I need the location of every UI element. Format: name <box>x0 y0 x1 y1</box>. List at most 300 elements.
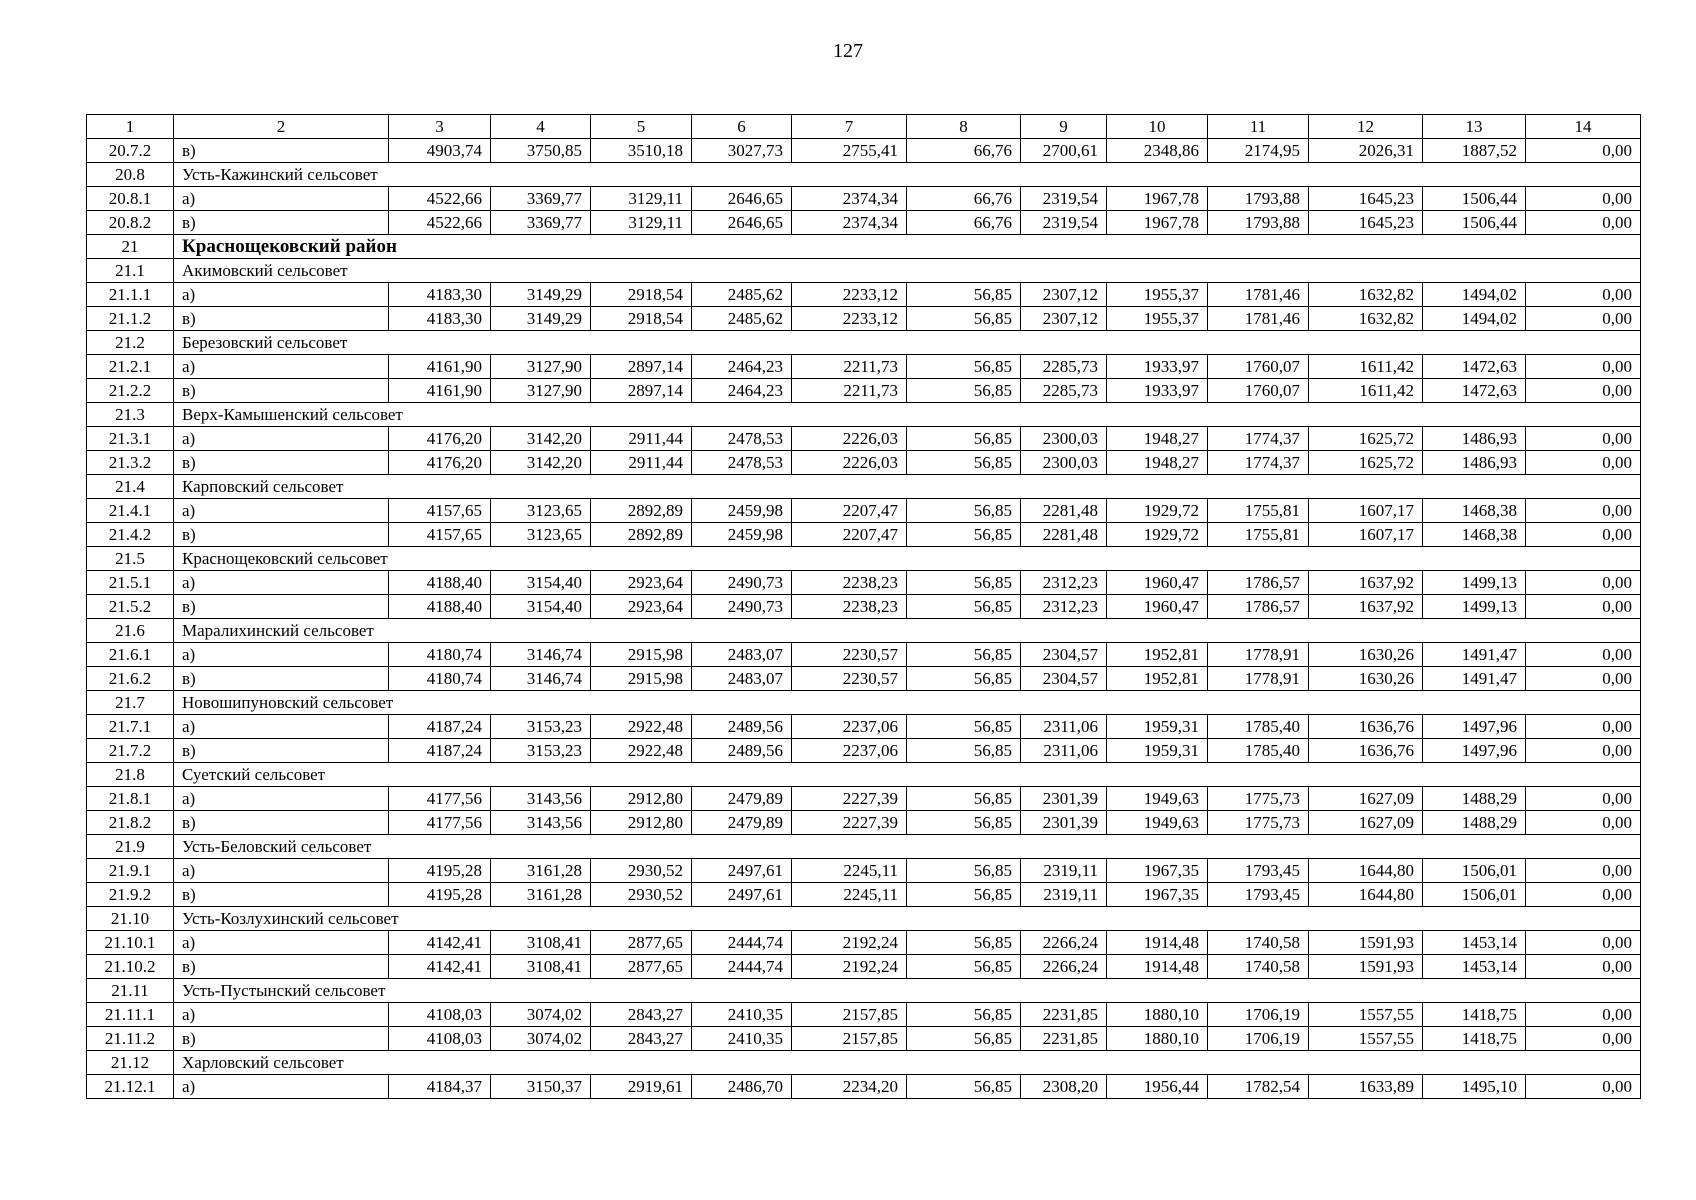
data-row <box>87 523 1641 547</box>
header-cell: 9 <box>1021 115 1107 139</box>
header-cell: 1 <box>87 115 174 139</box>
value-cell: 1453,14 <box>1423 931 1526 955</box>
row-label: в) <box>174 211 389 235</box>
value-cell: 3127,90 <box>491 379 591 403</box>
value-cell: 1948,27 <box>1107 451 1208 475</box>
value-cell: 56,85 <box>907 1027 1021 1051</box>
value-cell: 2312,23 <box>1021 571 1107 595</box>
value-cell: 2922,48 <box>591 739 692 763</box>
value-cell: 1948,27 <box>1107 427 1208 451</box>
row-label: в) <box>174 883 389 907</box>
value-cell: 1706,19 <box>1208 1027 1309 1051</box>
value-cell: 1760,07 <box>1208 355 1309 379</box>
value-cell: 2192,24 <box>792 955 907 979</box>
value-cell: 0,00 <box>1526 1075 1641 1099</box>
value-cell: 2245,11 <box>792 883 907 907</box>
section-name: Краснощековский сельсовет <box>174 547 1641 571</box>
value-cell: 3750,85 <box>491 139 591 163</box>
value-cell: 2319,11 <box>1021 859 1107 883</box>
value-cell: 2464,23 <box>692 355 792 379</box>
value-cell: 1499,13 <box>1423 595 1526 619</box>
row-label: в) <box>174 595 389 619</box>
row-code: 21.12.1 <box>87 1075 174 1099</box>
value-cell: 1778,91 <box>1208 667 1309 691</box>
section-row <box>87 547 1641 571</box>
value-cell: 2319,54 <box>1021 211 1107 235</box>
value-cell: 1760,07 <box>1208 379 1309 403</box>
data-row <box>87 283 1641 307</box>
value-cell: 3142,20 <box>491 427 591 451</box>
value-cell: 4108,03 <box>389 1027 491 1051</box>
value-cell: 3129,11 <box>591 211 692 235</box>
value-cell: 2192,24 <box>792 931 907 955</box>
data-row <box>87 499 1641 523</box>
value-cell: 2843,27 <box>591 1027 692 1051</box>
value-cell: 1967,35 <box>1107 859 1208 883</box>
value-cell: 56,85 <box>907 595 1021 619</box>
value-cell: 0,00 <box>1526 307 1641 331</box>
value-cell: 2374,34 <box>792 211 907 235</box>
value-cell: 1497,96 <box>1423 715 1526 739</box>
row-code: 21.5.1 <box>87 571 174 595</box>
value-cell: 1611,42 <box>1309 379 1423 403</box>
row-code: 21.10.2 <box>87 955 174 979</box>
data-row <box>87 211 1641 235</box>
value-cell: 1506,44 <box>1423 187 1526 211</box>
value-cell: 2877,65 <box>591 931 692 955</box>
value-cell: 0,00 <box>1526 451 1641 475</box>
value-cell: 2230,57 <box>792 643 907 667</box>
value-cell: 2911,44 <box>591 427 692 451</box>
value-cell: 56,85 <box>907 379 1021 403</box>
header-cell: 13 <box>1423 115 1526 139</box>
value-cell: 3161,28 <box>491 883 591 907</box>
row-code: 21.1.1 <box>87 283 174 307</box>
value-cell: 4161,90 <box>389 355 491 379</box>
row-label: а) <box>174 283 389 307</box>
value-cell: 2930,52 <box>591 883 692 907</box>
value-cell: 4522,66 <box>389 187 491 211</box>
value-cell: 4180,74 <box>389 667 491 691</box>
row-code: 21.3.1 <box>87 427 174 451</box>
row-label: а) <box>174 859 389 883</box>
value-cell: 1952,81 <box>1107 643 1208 667</box>
value-cell: 0,00 <box>1526 283 1641 307</box>
value-cell: 3146,74 <box>491 667 591 691</box>
value-cell: 1960,47 <box>1107 571 1208 595</box>
section-name: Усть-Козлухинский сельсовет <box>174 907 1641 931</box>
value-cell: 2307,12 <box>1021 307 1107 331</box>
row-label: в) <box>174 667 389 691</box>
value-cell: 0,00 <box>1526 931 1641 955</box>
value-cell: 56,85 <box>907 427 1021 451</box>
value-cell: 4108,03 <box>389 1003 491 1027</box>
value-cell: 1740,58 <box>1208 955 1309 979</box>
row-label: в) <box>174 139 389 163</box>
value-cell: 1955,37 <box>1107 283 1208 307</box>
value-cell: 2233,12 <box>792 283 907 307</box>
table-body <box>87 115 1641 1099</box>
value-cell: 3074,02 <box>491 1027 591 1051</box>
row-label: а) <box>174 427 389 451</box>
value-cell: 2211,73 <box>792 355 907 379</box>
value-cell: 1955,37 <box>1107 307 1208 331</box>
value-cell: 2646,65 <box>692 187 792 211</box>
value-cell: 1933,97 <box>1107 355 1208 379</box>
value-cell: 1630,26 <box>1309 643 1423 667</box>
section-name: Новошипуновский сельсовет <box>174 691 1641 715</box>
row-code: 21.6.1 <box>87 643 174 667</box>
value-cell: 2923,64 <box>591 595 692 619</box>
value-cell: 2915,98 <box>591 667 692 691</box>
row-code: 21.10.1 <box>87 931 174 955</box>
value-cell: 2281,48 <box>1021 499 1107 523</box>
header-cell: 4 <box>491 115 591 139</box>
row-code: 21.4.2 <box>87 523 174 547</box>
value-cell: 56,85 <box>907 667 1021 691</box>
value-cell: 1468,38 <box>1423 523 1526 547</box>
row-code: 21.11.2 <box>87 1027 174 1051</box>
value-cell: 2211,73 <box>792 379 907 403</box>
value-cell: 2486,70 <box>692 1075 792 1099</box>
value-cell: 2459,98 <box>692 523 792 547</box>
value-cell: 1967,78 <box>1107 211 1208 235</box>
value-cell: 1557,55 <box>1309 1027 1423 1051</box>
row-code: 20.8.2 <box>87 211 174 235</box>
row-label: а) <box>174 355 389 379</box>
value-cell: 1774,37 <box>1208 451 1309 475</box>
value-cell: 1755,81 <box>1208 523 1309 547</box>
row-code: 21.5 <box>87 547 174 571</box>
value-cell: 4183,30 <box>389 307 491 331</box>
value-cell: 2230,57 <box>792 667 907 691</box>
value-cell: 2226,03 <box>792 427 907 451</box>
section-row <box>87 163 1641 187</box>
value-cell: 4184,37 <box>389 1075 491 1099</box>
value-cell: 4195,28 <box>389 859 491 883</box>
row-code: 20.8.1 <box>87 187 174 211</box>
header-cell: 5 <box>591 115 692 139</box>
data-row <box>87 379 1641 403</box>
data-row <box>87 715 1641 739</box>
value-cell: 0,00 <box>1526 571 1641 595</box>
value-cell: 1491,47 <box>1423 643 1526 667</box>
row-label: а) <box>174 787 389 811</box>
data-row <box>87 667 1641 691</box>
value-cell: 1632,82 <box>1309 283 1423 307</box>
row-code: 21.4 <box>87 475 174 499</box>
value-cell: 1786,57 <box>1208 595 1309 619</box>
value-cell: 2234,20 <box>792 1075 907 1099</box>
row-code: 21.3 <box>87 403 174 427</box>
value-cell: 56,85 <box>907 715 1021 739</box>
data-row <box>87 1075 1641 1099</box>
row-label: а) <box>174 715 389 739</box>
value-cell: 4187,24 <box>389 715 491 739</box>
value-cell: 3074,02 <box>491 1003 591 1027</box>
data-row <box>87 931 1641 955</box>
value-cell: 2912,80 <box>591 811 692 835</box>
value-cell: 1607,17 <box>1309 523 1423 547</box>
value-cell: 1486,93 <box>1423 451 1526 475</box>
section-name: Березовский сельсовет <box>174 331 1641 355</box>
row-code: 21.6.2 <box>87 667 174 691</box>
value-cell: 0,00 <box>1526 355 1641 379</box>
value-cell: 3149,29 <box>491 283 591 307</box>
value-cell: 3149,29 <box>491 307 591 331</box>
value-cell: 2478,53 <box>692 427 792 451</box>
data-row <box>87 955 1641 979</box>
value-cell: 4157,65 <box>389 499 491 523</box>
value-cell: 1959,31 <box>1107 715 1208 739</box>
value-cell: 1960,47 <box>1107 595 1208 619</box>
value-cell: 56,85 <box>907 451 1021 475</box>
value-cell: 2755,41 <box>792 139 907 163</box>
value-cell: 3146,74 <box>491 643 591 667</box>
value-cell: 0,00 <box>1526 523 1641 547</box>
row-code: 21.1 <box>87 259 174 283</box>
value-cell: 2843,27 <box>591 1003 692 1027</box>
value-cell: 3154,40 <box>491 571 591 595</box>
value-cell: 4187,24 <box>389 739 491 763</box>
value-cell: 1959,31 <box>1107 739 1208 763</box>
section-row <box>87 331 1641 355</box>
value-cell: 2311,06 <box>1021 715 1107 739</box>
value-cell: 1637,92 <box>1309 595 1423 619</box>
value-cell: 2479,89 <box>692 787 792 811</box>
district-row <box>87 235 1641 259</box>
value-cell: 3108,41 <box>491 955 591 979</box>
value-cell: 3143,56 <box>491 811 591 835</box>
value-cell: 2919,61 <box>591 1075 692 1099</box>
header-cell: 2 <box>174 115 389 139</box>
value-cell: 2348,86 <box>1107 139 1208 163</box>
value-cell: 56,85 <box>907 1075 1021 1099</box>
value-cell: 0,00 <box>1526 811 1641 835</box>
row-code: 20.7.2 <box>87 139 174 163</box>
value-cell: 56,85 <box>907 283 1021 307</box>
data-row <box>87 307 1641 331</box>
value-cell: 1633,89 <box>1309 1075 1423 1099</box>
value-cell: 1914,48 <box>1107 931 1208 955</box>
value-cell: 1880,10 <box>1107 1003 1208 1027</box>
value-cell: 1506,01 <box>1423 859 1526 883</box>
value-cell: 2233,12 <box>792 307 907 331</box>
value-cell: 56,85 <box>907 811 1021 835</box>
value-cell: 3142,20 <box>491 451 591 475</box>
row-code: 21.8 <box>87 763 174 787</box>
value-cell: 1632,82 <box>1309 307 1423 331</box>
row-code: 20.8 <box>87 163 174 187</box>
value-cell: 0,00 <box>1526 499 1641 523</box>
value-cell: 2459,98 <box>692 499 792 523</box>
header-cell: 8 <box>907 115 1021 139</box>
page-number: 127 <box>833 40 863 62</box>
value-cell: 2489,56 <box>692 739 792 763</box>
value-cell: 1775,73 <box>1208 811 1309 835</box>
value-cell: 0,00 <box>1526 139 1641 163</box>
value-cell: 1967,78 <box>1107 187 1208 211</box>
value-cell: 1495,10 <box>1423 1075 1526 1099</box>
value-cell: 1793,45 <box>1208 883 1309 907</box>
value-cell: 1967,35 <box>1107 883 1208 907</box>
value-cell: 1782,54 <box>1208 1075 1309 1099</box>
value-cell: 2897,14 <box>591 355 692 379</box>
value-cell: 2485,62 <box>692 283 792 307</box>
value-cell: 2207,47 <box>792 499 907 523</box>
value-cell: 3510,18 <box>591 139 692 163</box>
value-cell: 1929,72 <box>1107 523 1208 547</box>
value-cell: 1468,38 <box>1423 499 1526 523</box>
value-cell: 0,00 <box>1526 643 1641 667</box>
value-cell: 4157,65 <box>389 523 491 547</box>
value-cell: 4176,20 <box>389 451 491 475</box>
data-row <box>87 643 1641 667</box>
value-cell: 1627,09 <box>1309 787 1423 811</box>
value-cell: 1506,01 <box>1423 883 1526 907</box>
value-cell: 1644,80 <box>1309 883 1423 907</box>
value-cell: 3369,77 <box>491 211 591 235</box>
value-cell: 2312,23 <box>1021 595 1107 619</box>
value-cell: 2912,80 <box>591 787 692 811</box>
section-name: Карповский сельсовет <box>174 475 1641 499</box>
value-cell: 4188,40 <box>389 571 491 595</box>
value-cell: 1488,29 <box>1423 787 1526 811</box>
row-code: 21.2 <box>87 331 174 355</box>
row-code: 21.4.1 <box>87 499 174 523</box>
section-name: Усть-Пустынский сельсовет <box>174 979 1641 1003</box>
row-code: 21.9 <box>87 835 174 859</box>
section-row <box>87 907 1641 931</box>
value-cell: 1956,44 <box>1107 1075 1208 1099</box>
value-cell: 56,85 <box>907 787 1021 811</box>
value-cell: 3123,65 <box>491 499 591 523</box>
value-cell: 1785,40 <box>1208 739 1309 763</box>
value-cell: 2227,39 <box>792 811 907 835</box>
value-cell: 2237,06 <box>792 739 907 763</box>
value-cell: 1645,23 <box>1309 211 1423 235</box>
value-cell: 0,00 <box>1526 955 1641 979</box>
value-cell: 66,76 <box>907 187 1021 211</box>
row-label: а) <box>174 187 389 211</box>
value-cell: 2304,57 <box>1021 643 1107 667</box>
value-cell: 1887,52 <box>1423 139 1526 163</box>
value-cell: 1472,63 <box>1423 355 1526 379</box>
value-cell: 1637,92 <box>1309 571 1423 595</box>
value-cell: 2026,31 <box>1309 139 1423 163</box>
value-cell: 56,85 <box>907 931 1021 955</box>
value-cell: 1793,88 <box>1208 211 1309 235</box>
value-cell: 1786,57 <box>1208 571 1309 595</box>
value-cell: 1778,91 <box>1208 643 1309 667</box>
value-cell: 2300,03 <box>1021 427 1107 451</box>
value-cell: 1486,93 <box>1423 427 1526 451</box>
row-label: а) <box>174 1075 389 1099</box>
row-code: 21.9.1 <box>87 859 174 883</box>
value-cell: 2285,73 <box>1021 355 1107 379</box>
value-cell: 2231,85 <box>1021 1027 1107 1051</box>
section-name: Верх-Камышенский сельсовет <box>174 403 1641 427</box>
row-label: в) <box>174 451 389 475</box>
row-label: в) <box>174 739 389 763</box>
value-cell: 1488,29 <box>1423 811 1526 835</box>
row-code: 21.3.2 <box>87 451 174 475</box>
section-name: Акимовский сельсовет <box>174 259 1641 283</box>
value-cell: 4161,90 <box>389 379 491 403</box>
value-cell: 2497,61 <box>692 883 792 907</box>
value-cell: 56,85 <box>907 523 1021 547</box>
value-cell: 1929,72 <box>1107 499 1208 523</box>
value-cell: 2911,44 <box>591 451 692 475</box>
value-cell: 56,85 <box>907 307 1021 331</box>
value-cell: 2497,61 <box>692 859 792 883</box>
section-row <box>87 619 1641 643</box>
value-cell: 56,85 <box>907 883 1021 907</box>
value-cell: 3127,90 <box>491 355 591 379</box>
value-cell: 2301,39 <box>1021 811 1107 835</box>
value-cell: 4177,56 <box>389 811 491 835</box>
value-cell: 2490,73 <box>692 571 792 595</box>
value-cell: 2226,03 <box>792 451 907 475</box>
value-cell: 1644,80 <box>1309 859 1423 883</box>
tariff-table <box>86 114 1641 1099</box>
row-label: а) <box>174 1003 389 1027</box>
value-cell: 3108,41 <box>491 931 591 955</box>
district-name: Краснощековский район <box>174 235 1641 259</box>
value-cell: 2877,65 <box>591 955 692 979</box>
header-cell: 14 <box>1526 115 1641 139</box>
row-code: 21.12 <box>87 1051 174 1075</box>
value-cell: 1793,45 <box>1208 859 1309 883</box>
value-cell: 3123,65 <box>491 523 591 547</box>
value-cell: 3027,73 <box>692 139 792 163</box>
value-cell: 2646,65 <box>692 211 792 235</box>
row-code: 21.1.2 <box>87 307 174 331</box>
header-cell: 6 <box>692 115 792 139</box>
data-row <box>87 811 1641 835</box>
value-cell: 2266,24 <box>1021 955 1107 979</box>
value-cell: 2897,14 <box>591 379 692 403</box>
row-code: 21.10 <box>87 907 174 931</box>
section-row <box>87 259 1641 283</box>
value-cell: 0,00 <box>1526 379 1641 403</box>
data-row <box>87 595 1641 619</box>
data-row <box>87 787 1641 811</box>
value-cell: 3153,23 <box>491 715 591 739</box>
value-cell: 2227,39 <box>792 787 907 811</box>
value-cell: 4176,20 <box>389 427 491 451</box>
value-cell: 2490,73 <box>692 595 792 619</box>
value-cell: 4142,41 <box>389 931 491 955</box>
column-number-header <box>87 115 1641 139</box>
row-code: 21.11 <box>87 979 174 1003</box>
value-cell: 2892,89 <box>591 523 692 547</box>
value-cell: 2483,07 <box>692 667 792 691</box>
value-cell: 2319,11 <box>1021 883 1107 907</box>
value-cell: 1506,44 <box>1423 211 1526 235</box>
value-cell: 1636,76 <box>1309 739 1423 763</box>
value-cell: 66,76 <box>907 211 1021 235</box>
section-name: Суетский сельсовет <box>174 763 1641 787</box>
value-cell: 4195,28 <box>389 883 491 907</box>
value-cell: 3129,11 <box>591 187 692 211</box>
row-label: в) <box>174 1027 389 1051</box>
value-cell: 1755,81 <box>1208 499 1309 523</box>
value-cell: 2483,07 <box>692 643 792 667</box>
data-row <box>87 139 1641 163</box>
value-cell: 56,85 <box>907 643 1021 667</box>
value-cell: 2915,98 <box>591 643 692 667</box>
